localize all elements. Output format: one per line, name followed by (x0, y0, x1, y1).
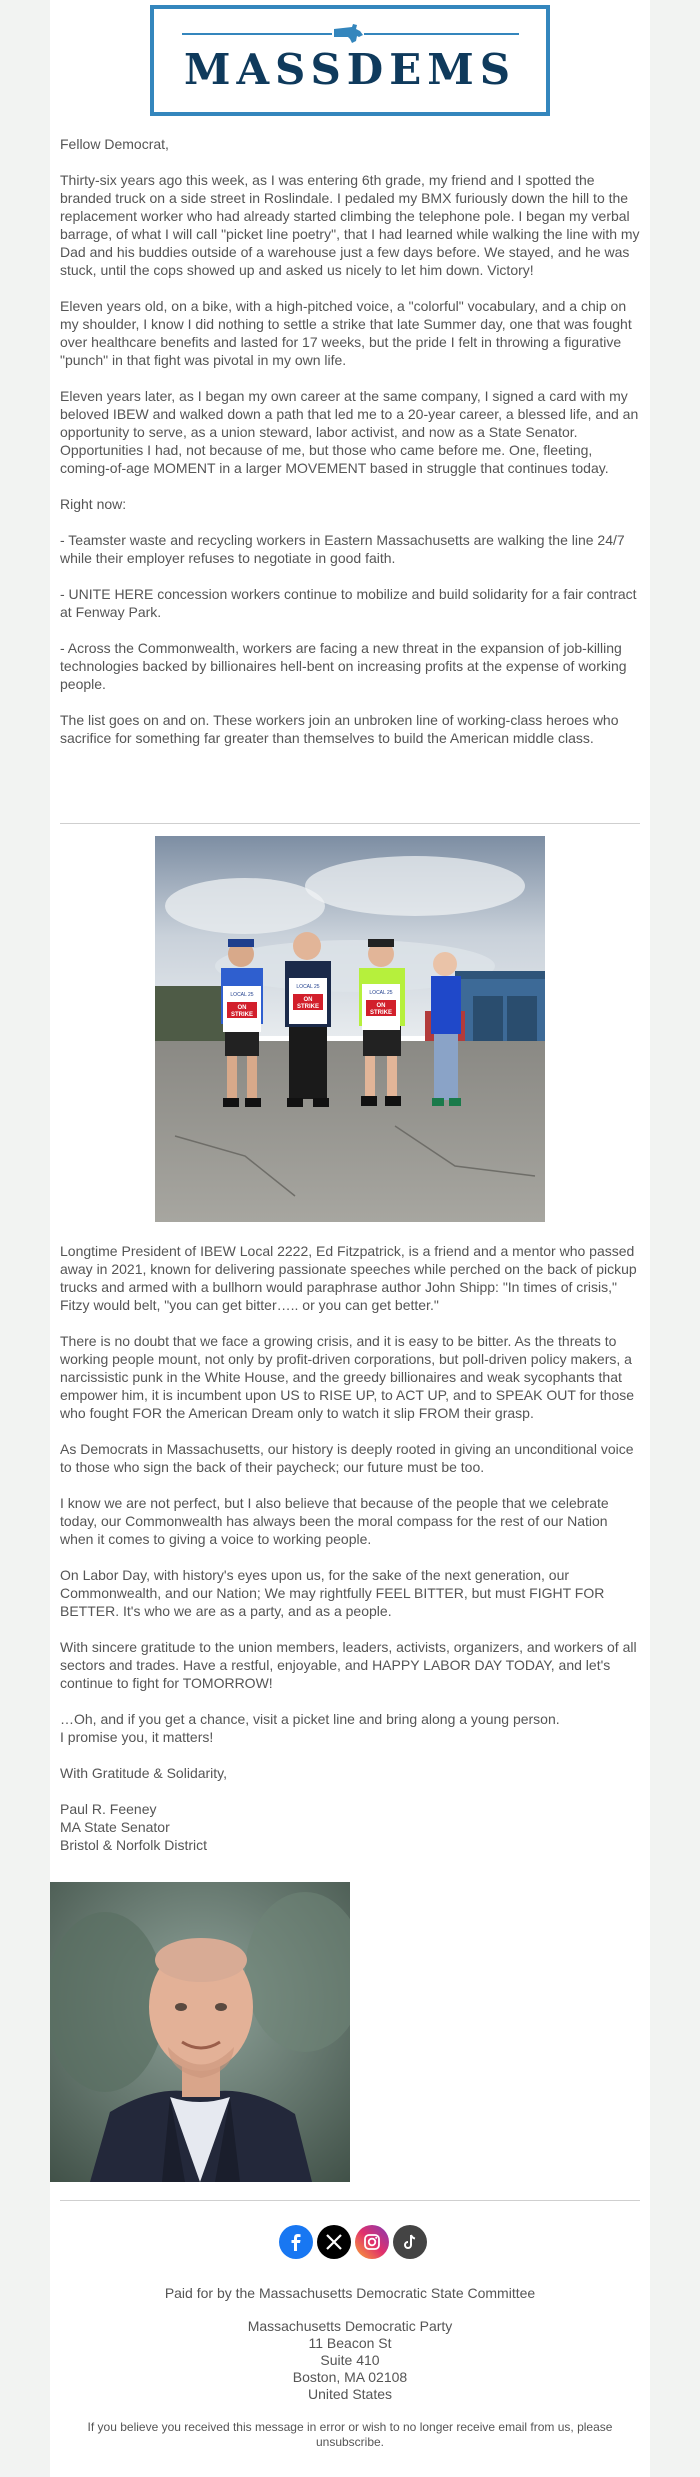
svg-text:STRIKE: STRIKE (369, 1010, 393, 1016)
strike-sign-3 (362, 984, 400, 1030)
svg-text:ON: ON (237, 1005, 247, 1011)
unsubscribe-link[interactable]: unsubscribe. (315, 2435, 385, 2449)
svg-text:ON: ON (376, 1003, 386, 1009)
massdems-logo[interactable] (150, 5, 550, 116)
address-street: 11 Beacon St (308, 2335, 392, 2351)
svg-text:ON: ON (303, 997, 313, 1003)
mailing-address (50, 2318, 650, 2403)
divider-top (60, 823, 640, 824)
address-suite: Suite 410 (320, 2352, 380, 2368)
paragraph-labor-day: On Labor Day, with history's eyes upon us, for the sake of the next generation, our Commonwealth, and our Nation; We may rightfully FEEL BITTER, but must FIGHT FOR BETTER. It's who we are as a party, and as a people. (60, 1567, 605, 1619)
divider-bottom (60, 2200, 640, 2201)
right-now-heading: Right now: (60, 496, 127, 512)
letter-body-bottom (60, 1242, 643, 1872)
signature-block (60, 1800, 643, 1854)
paragraph-moral-compass: I know we are not perfect, but I also believe that because of the people that we celebrate today, our Commonwealth has always been the moral compass for the rest of our Nation when it comes to giving a voice to working people. (60, 1495, 609, 1547)
unsubscribe-text: If you believe you received this message in error or wish to no longer receive email from us, please (87, 2420, 613, 2434)
bullet-unite-here: - UNITE HERE concession workers continue to mobilize and build solidarity for a fair contract at Fenway Park. (60, 586, 637, 620)
signature-name: Paul R. Feeney (60, 1801, 157, 1817)
letter-body-top (60, 135, 643, 765)
paragraph-gratitude: With sincere gratitude to the union members, leaders, activists, organizers, and workers of all sectors and trades. Have a restful, enjoyable, and HAPPY LABOR DAY TODAY, and let's continue to fight for TOMORROW! (60, 1639, 637, 1691)
closing: With Gratitude & Solidarity, (60, 1765, 228, 1781)
svg-text:STRIKE: STRIKE (296, 1004, 320, 1010)
facebook-icon[interactable] (279, 2225, 313, 2259)
paragraph-crisis: There is no doubt that we face a growing crisis, and it is easy to be bitter. As the threats to working people mount, not only by profit-driven corporations, but poll-driven policy makers, a narcissistic punk in the White House, and the greedy billionaires and weak sycophants that empower him, it is incumbent upon US to RISE UP, to ACT UP, and to SPEAK OUT for those who fought FOR the American Dream only to watch it slip FROM their grasp. (60, 1333, 635, 1421)
strike-sign-2 (289, 978, 327, 1024)
unsubscribe-notice (70, 2420, 630, 2450)
strike-photo (155, 836, 545, 1222)
picket-line-line1: …Oh, and if you get a chance, visit a picket line and bring along a young person. (60, 1711, 560, 1727)
greeting: Fellow Democrat, (60, 136, 169, 152)
paragraph-1: Thirty-six years ago this week, as I was entering 6th grade, my friend and I spotted the branded truck on a side street in Roslindale. I pedaled my BMX furiously down the hill to the replacement worker who had already started climbing the telephone pole. I began my verbal barrage, of what I will call "picket line poetry", that I had learned while walking the line with my Dad and his buddies outside of a warehouse just a few days before. We stayed, and he was stuck, until the cops showed up and asked us nicely to let him down. Victory! (60, 172, 640, 278)
x-icon[interactable] (317, 2225, 351, 2259)
logo-rule-left (182, 33, 332, 35)
massachusetts-state-icon (332, 23, 366, 45)
svg-text:LOCAL 25: LOCAL 25 (296, 984, 320, 990)
paragraph-picket-line (60, 1710, 643, 1746)
paid-for-disclaimer: Paid for by the Massachusetts Democratic State Committee (164, 2285, 536, 2301)
address-country: United States (307, 2386, 393, 2402)
signature-title: MA State Senator (60, 1819, 170, 1835)
email-card (50, 0, 650, 2477)
strike-sign-1 (223, 986, 261, 1032)
svg-text:STRIKE: STRIKE (230, 1012, 254, 1018)
tiktok-icon[interactable] (393, 2225, 427, 2259)
paragraph-fitzpatrick: Longtime President of IBEW Local 2222, Ed Fitzpatrick, is a friend and a mentor who passed away in 2021, known for delivering passionate speeches while perched on the back of pickup trucks and armed with a bullhorn would paraphrase author John Shipp: "In times of crisis," Fitzy would belt, "you can get bitter….. or you can get better." (60, 1243, 637, 1313)
picket-line-line2: I promise you, it matters! (60, 1729, 214, 1745)
logo-rule-right (364, 33, 519, 35)
bullet-teamster: - Teamster waste and recycling workers in Eastern Massachusetts are walking the line 24/7 while their employer refuses to negotiate in good faith. (60, 532, 625, 566)
paragraph-4: The list goes on and on. These workers join an unbroken line of working-class heroes who sacrifice for something far greater than themselves to build the American middle class. (60, 712, 619, 746)
paragraph-democrats: As Democrats in Massachusetts, our history is deeply rooted in giving an unconditional voice to those who sign the back of their paycheck; our future must be too. (60, 1441, 634, 1475)
paragraph-3: Eleven years later, as I began my own career at the same company, I signed a card with my beloved IBEW and walked down a path that led me to a 20-year career, a blessed life, and an opportunity to serve, as a union steward, labor activist, and now as a State Senator. Opportunities I had, not because of me, but those who came before me. One, fleeting, coming-of-age MOMENT in a larger MOVEMENT based in struggle that continues today. (60, 388, 639, 476)
address-city: Boston, MA 02108 (292, 2369, 408, 2385)
svg-text:LOCAL 25: LOCAL 25 (230, 992, 254, 998)
logo-wordmark: MASSDEMS (183, 45, 517, 94)
svg-text:LOCAL 25: LOCAL 25 (369, 990, 393, 996)
paragraph-2: Eleven years old, on a bike, with a high-pitched voice, a "colorful" vocabulary, and a chip on my shoulder, I know I did nothing to settle a strike that late Summer day, one that was fought over healthcare benefits and lasted for 17 weeks, but the pride I felt in throwing a figurative "punch" in that fight was pivotal in my own life. (60, 298, 632, 368)
instagram-icon[interactable] (355, 2225, 389, 2259)
social-links (279, 2225, 427, 2259)
signature-district: Bristol & Norfolk District (60, 1837, 208, 1853)
bullet-technology: - Across the Commonwealth, workers are facing a new threat in the expansion of job-killing technologies backed by billionaires hell-bent on increasing profits at the expense of working people. (60, 640, 627, 692)
address-org: Massachusetts Democratic Party (247, 2318, 453, 2334)
senator-portrait (50, 1882, 350, 2182)
